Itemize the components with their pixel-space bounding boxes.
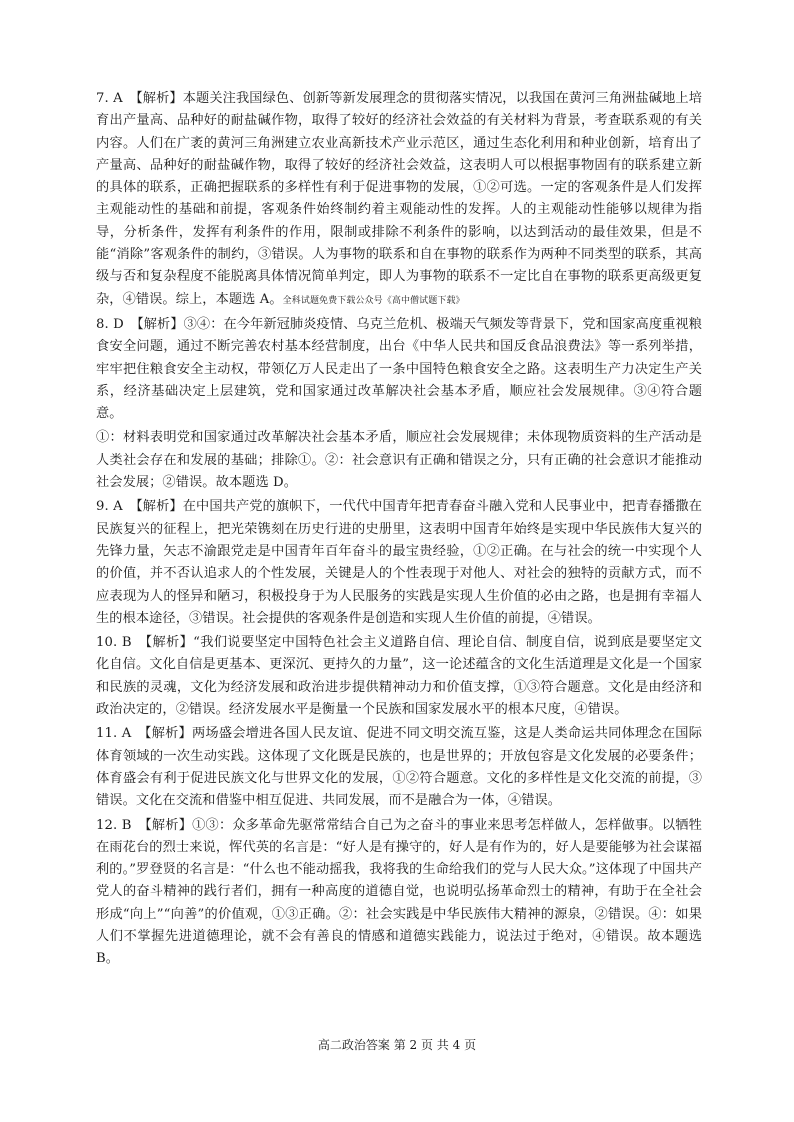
answer-q8-cont: ①：材料表明党和国家通过改革解决社会基本矛盾，顺应社会发展规律；未体现物质资料的生产活动是人类社会存在和发展的基础；排除①。②：社会意识有正确和错误之分，只有正确的社会意识才能推动社会发展；②错误。故本题选 D。 [96, 430, 702, 491]
answer-q10: 10. B 【解析】“我们说要坚定中国特色社会主义道路自信、理论自信、制度自信，说到底是要坚定文化自信。文化自信是更基本、更深沉、更持久的力量”，这一论述蕴含的文化生活道理是文化是一个国家和民族的灵魂，文化为经济发展和政治进步提供精神动力和价值支撑，①③符合题意。文化是由经济和政治决定的，②错误。经济发展水平是衡量一个民族和国家发展水平的根本尺度，④错误。 [96, 635, 702, 718]
answer-q7: 7. A 【解析】本题关注我国绿色、创新等新发展理念的贯彻落实情况，以我国在黄河三角洲盐碱地上培育出产量高、品种好的耐盐碱作物，取得了较好的经济社会效益的有关材料为背景，考查联系观的有关内容。人们在广袤的黄河三角洲建立农业高新技术产业示范区，通过生态化利用和种业创新，培育出了产量高、品种好的耐盐碱作物，取得了较好的经济社会效益，这表明人可以根据事物固有的联系建立新的具体的联系，正确把握联系的多样性有利于促进事物的发展，①②可选。一定的客观条件是人们发挥主观能动性的基础和前提，客观条件始终制约着主观能动性的发挥。人的主观能动性能够以规律为指导，分析条件，发挥有利条件的作用，限制或排除不利条件的影响，以达到活动的最佳效果，但是不能“消除”客观条件的制约，③错误。人为事物的联系和自在事物的联系作为两种不同类型的联系，其高级与否和复杂程度不能脱离具体情况简单判定，即人为事物的联系不一定比自在事物的联系更高级更复杂，④错误。综上，本题选 A。全科试题免费下载公众号《高中僧试题下载》 [96, 91, 702, 307]
answer-q9: 9. A 【解析】在中国共产党的旗帜下，一代代中国青年把青春奋斗融入党和人民事业中，把青春播撒在民族复兴的征程上，把光荣镌刻在历史行进的史册里，这表明中国青年始终是实现中华民族伟大复兴的先锋力量，矢志不渝跟党走是中国青年百年奋斗的最宝贵经验，①②正确。在与社会的统一中实现个人的价值，并不否认追求人的个性发展，关键是人的个性表现于对他人、对社会的独特的贡献方式，而不应表现为人的怪异和陋习，积极投身于为人民服务的实践是实现人生价值的必由之路，也是拥有幸福人生的根本途径，③错误。社会提供的客观条件是创造和实现人生价值的前提，④错误。 [96, 499, 702, 626]
answer-q12: 12. B 【解析】①③：众多革命先驱常常结合自己为之奋斗的事业来思考怎样做人，怎样做事。以牺牲在雨花台的烈士来说，恽代英的名言是：“好人是有操守的，好人是有作为的，好人是要能够为社会谋福利的。”罗登贤的名言是：“什么也不能动摇我，我将我的生命给我们的党与人民大众。”这体现了中国共产党人的奋斗精神的践行者们，拥有一种高度的道德自觉，也说明弘扬革命烈士的精神，有助于在全社会形成“向上”“向善”的价值观，①③正确。②：社会实践是中华民族伟大精神的源泉，②错误。④：如果人们不掌握先进道德理论，就不会有善良的情感和道德实践能力，说法过于绝对，④错误。故本题选 B。 [96, 817, 702, 967]
page-footer: 高二政治答案 第 2 页 共 4 页 [317, 1038, 477, 1052]
answer-q11: 11. A 【解析】两场盛会增进各国人民友谊、促进不同文明交流互鉴，这是人类命运共同体理念在国际体育领域的一次生动实践。这体现了文化既是民族的，也是世界的；开放包容是文化发展的必要条件；体育盛会有利于促进民族文化与世界文化的发展，①②符合题意。文化的多样性是文化交流的前提，③错误。文化在交流和借鉴中相互促进、共同发展，而不是融合为一体，④错误。 [96, 726, 702, 809]
answer-content [96, 88, 702, 973]
answer-q8: 8. D 【解析】③④：在今年新冠肺炎疫情、乌克兰危机、极端天气频发等背景下，党和国家高度重视粮食安全问题，通过不断完善农村基本经营制度，出台《中华人民共和国反食品浪费法》等一系列举措，牢牢把住粮食安全主动权，带领亿万人民走出了一条中国特色粮食安全之路。这表明生产力决定生产关系，经济基础决定上层建筑，党和国家通过改革解决社会基本矛盾，顺应社会发展规律。③④符合题意。 [96, 316, 702, 422]
promo-note: 全科试题免费下载公众号《高中僧试题下载》 [282, 295, 465, 306]
